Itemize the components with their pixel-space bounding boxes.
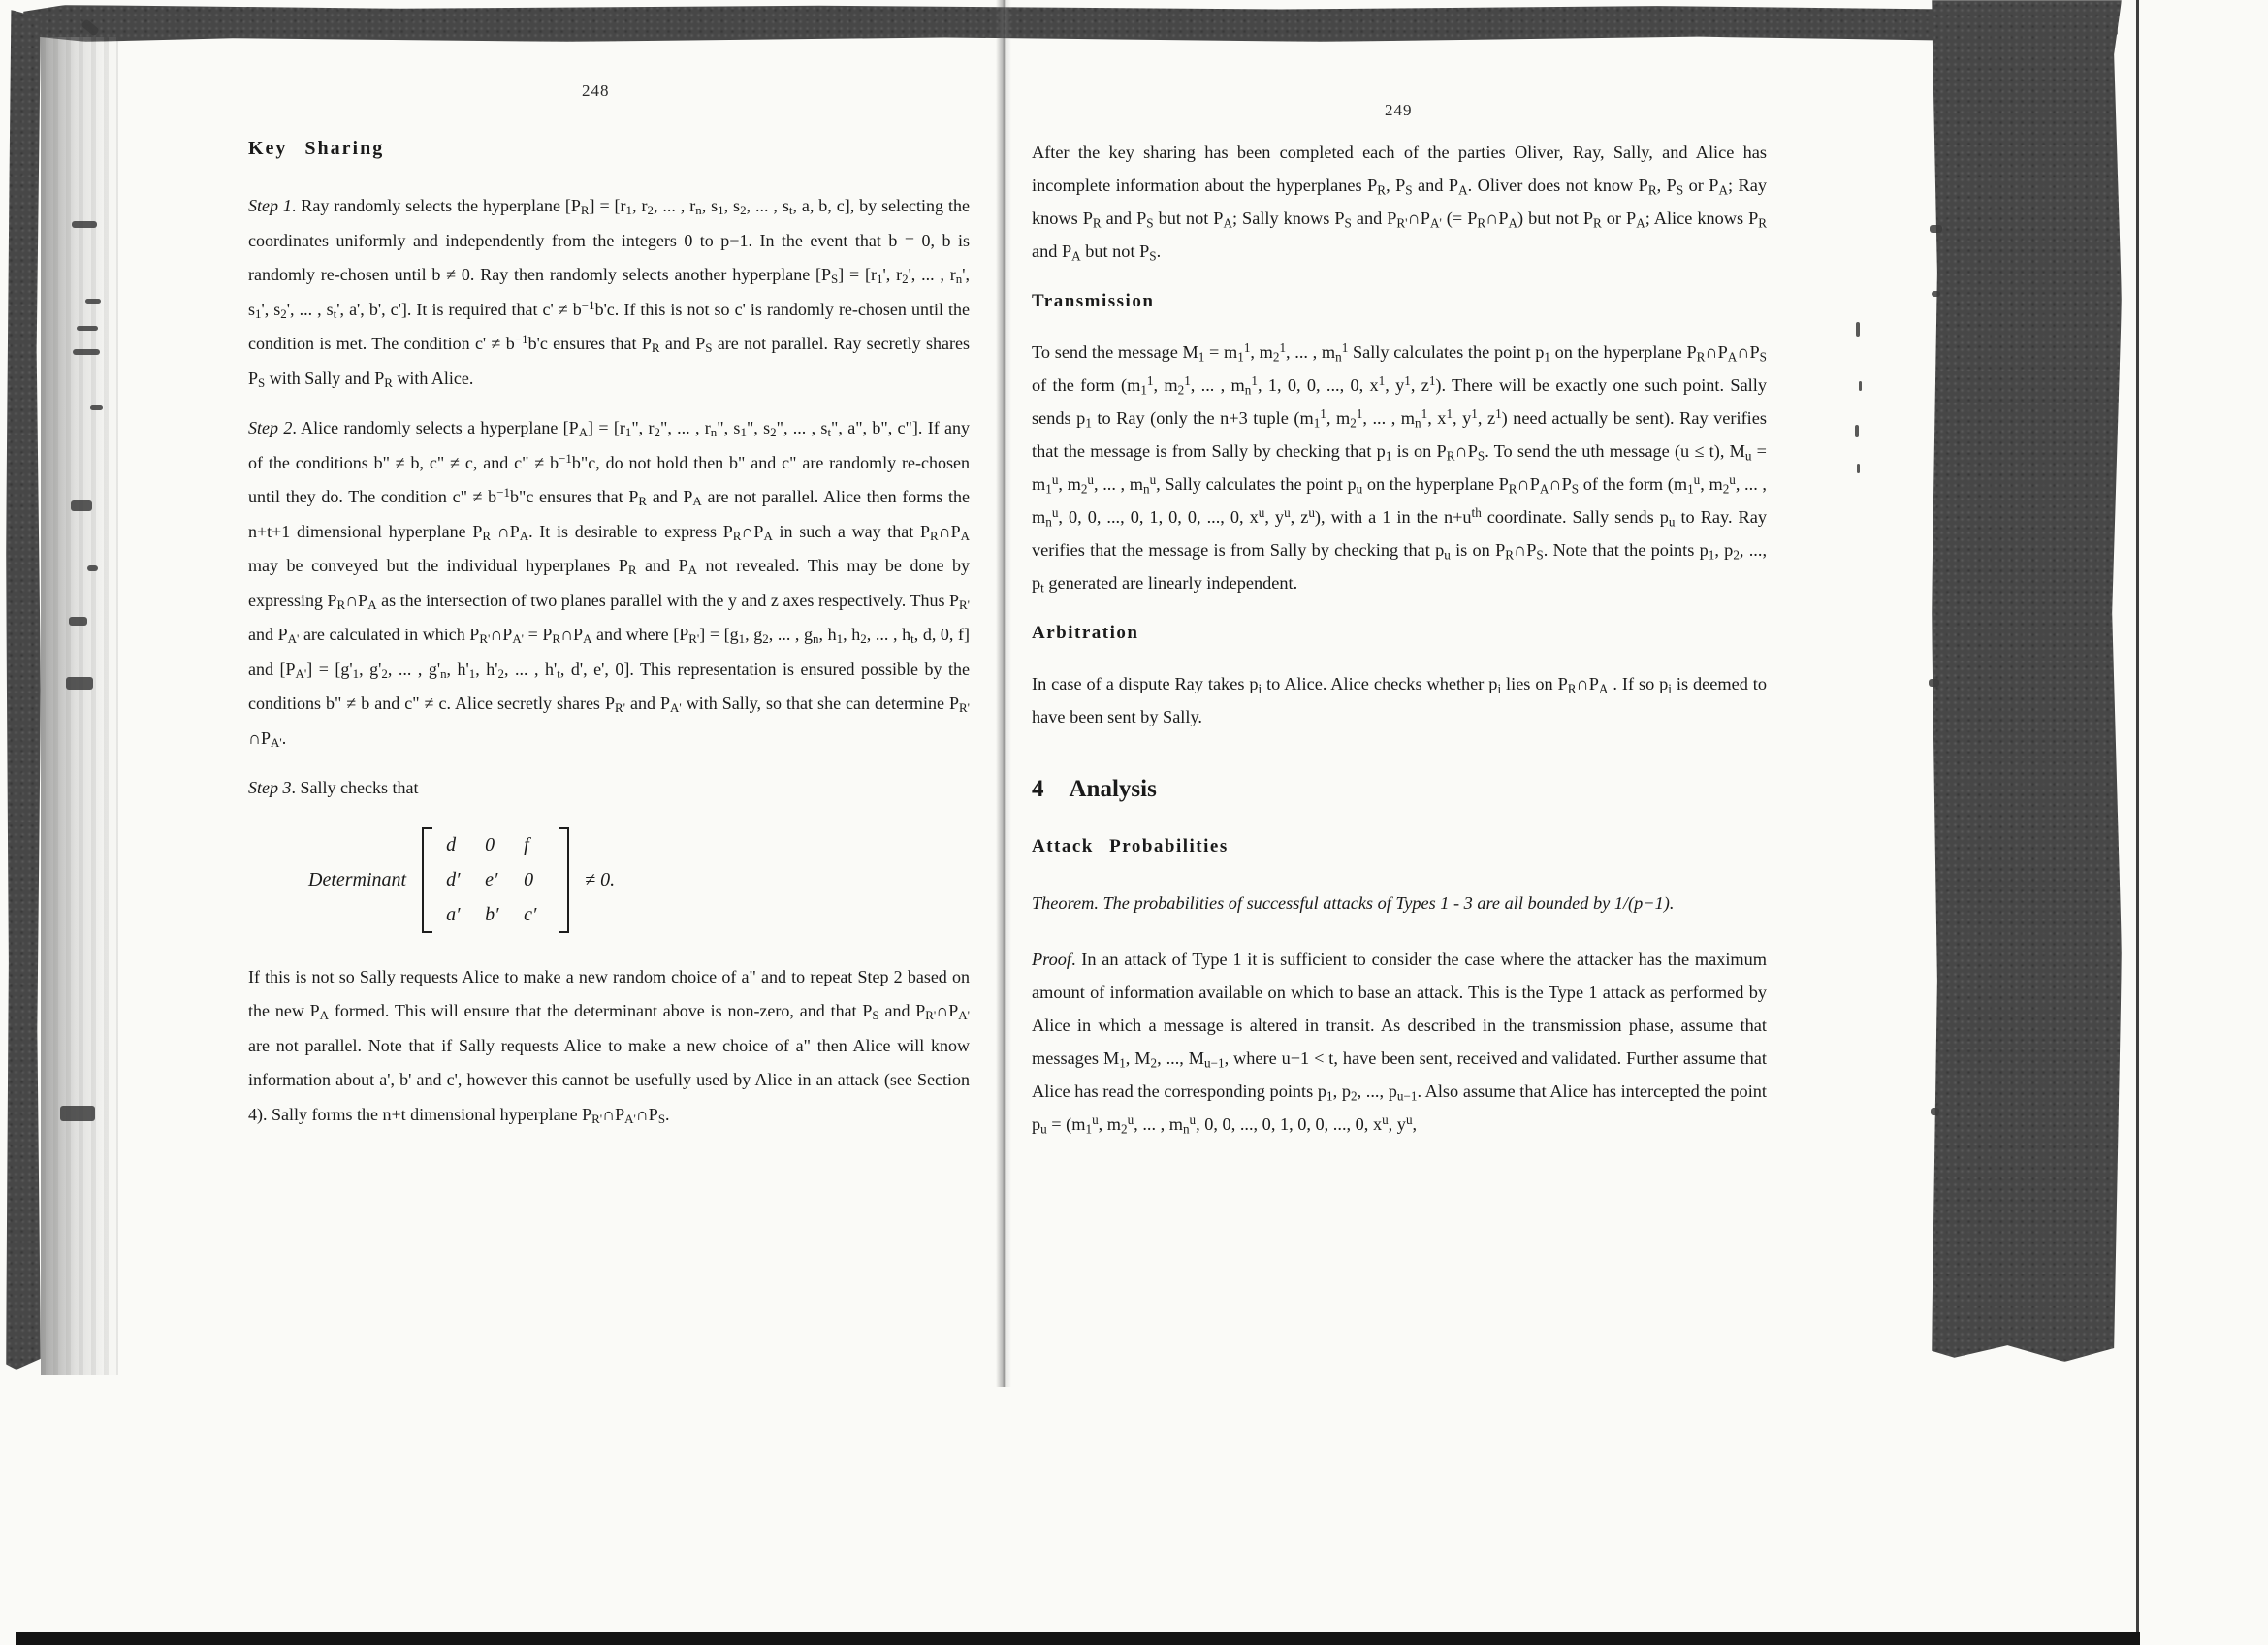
arbitration-heading: Arbitration xyxy=(1032,623,1139,643)
step3-intro: Step 3. Sally checks that xyxy=(248,778,419,797)
scan-artifact xyxy=(1930,225,1942,233)
step2-paragraph: Step 2. Alice randomly selects a hyperplane $[P_A] = [r_1$", $r_2$", ... , $r_n$", $s_1$", $s_2$", ... , $s_t$", a", b", c"]. If any of the conditions b" ≠ b, c" ≠ c, and c" ≠ $b^{-1}b"c$, do not hold then b" and c" are randomly re-chosen until they do. The condition c" ≠ $b^{-1}b"c$ ensures that $P_R$ and $P_A$ are not parallel. Alice then forms the n+t+1 dimensional hyperplane $P_R$ $\cap P_A$. It is desirable to express $P_R\cap P_A$ in such a way that $P_R\cap P_A$ may be conveyed but the individual hyperplanes $P_R$ and $P_A$ not revealed. This may be done by expressing $P_R\cap P_A$ as the intersection of two planes parallel with the y and z axes respectively. Thus $P_{R'}$ and $P_{A'}$ are calculated in which $P_{R'}\cap P_{A'}$ = $P_R\cap P_A$ and where $[P_{R'}] = [g_1$, $g_2$, ... , $g_n$, $h_1$, $h_2$, ... , $h_t$, d, 0, f] and $[P_{A'}] = [g'_1$, $g'_2$, ... , $g'_n$, $h'_1$, $h'_2$, ... , $h'_t$, d', e', 0]. This representation is ensured possible by the conditions b" ≠ b and c" ≠ c. Alice secretly shares $P_{R'}$ and $P_{A'}$ with Sally, so that she can determine $P_{R'}$ $\cap P_{A'}$. xyxy=(248,418,971,750)
analysis-section-heading xyxy=(1032,776,1767,803)
transmission-heading: Transmission xyxy=(1032,291,1155,311)
scan-bottom-strip xyxy=(16,1632,2140,1645)
matrix-cell: c′ xyxy=(524,903,537,925)
right-page xyxy=(1032,136,1767,1141)
key-sharing-summary-paragraph: After the key sharing has been completed each of the parties Oliver, Ray, Sally, and Alice has incomplete information about the hyperplanes $P_R$, $P_S$ and $P_A$. Oliver does not know $P_R$, $P_S$ or $P_A$; Ray knows $P_R$ and $P_S$ but not $P_A$; Sally knows $P_S$ and $P_{R'}\cap P_{A'}$ (= $P_R\cap P_A$) but not $P_R$ or $P_A$; Alice knows $P_R$ and $P_A$ but not $P_S$. xyxy=(1032,143,1768,264)
scan-artifact xyxy=(77,326,98,331)
scan-artifact xyxy=(87,565,98,571)
right-page-number: 249 xyxy=(1385,101,1413,119)
matrix-cell: a′ xyxy=(446,903,461,925)
proof-paragraph: Proof. In an attack of Type 1 it is sufficient to consider the case where the attacker has the maximum amount of information available on which to base an attack. This is the Type 1 attack as performed by Alice in which a message is altered in transit. As described in the transmission phase, assume that messages $M_1$, $M_2$, ..., $M_{u-1}$, where u−1 < t, have been sent, received and validated. Further assume that Alice has read the corresponding points $p_1$, $p_2$, ..., $p_{u-1}$. Also assume that Alice has intercepted the point $p_u = (m_1^u$, $m_2^u$, ... , $m_n^u$, 0, 0, ..., 0, 1, 0, 0, ..., 0, $x^u$, $y^u$, xyxy=(1032,950,1767,1137)
book-spine-shading xyxy=(41,37,118,1375)
determinant-matrix xyxy=(422,827,569,933)
scan-artifact xyxy=(66,677,93,690)
transmission-paragraph: To send the message $M_1 = m_1^1$, $m_2^1$, ... , $m_n^1$ Sally calculates the point $p_1$ on the hyperplane $P_R\cap P_A\cap P_S$ of the form ($m_1^1$, $m_2^1$, ... , $m_n^1$, 1, 0, 0, ..., 0, $x^1$, $y^1$, $z^1$). There will be exactly one such point. Sally sends $p_1$ to Ray (only the n+3 tuple ($m_1^1$, $m_2^1$, ... , $m_n^1$, $x^1$, $y^1$, $z^1$) need actually be sent). Ray verifies that the message is from Sally by checking that $p_1$ is on $P_R\cap P_S$. To send the uth message (u ≤ t), $M_u = m_1^u$, $m_2^u$, ... , $m_n^u$, Sally calculates the point $p_u$ on the hyperplane $P_R\cap P_A\cap P_S$ of the form ($m_1^u$, $m_2^u$, ... , $m_n^u$, 0, 0, ..., 0, 1, 0, 0, ..., 0, $x^u$, $y^u$, $z^u$), with a 1 in the $n+u^{th}$ coordinate. Sally sends $p_u$ to Ray. Ray verifies that the message is from Sally by checking that $p_u$ is on $P_R\cap P_S$. Note that the points $p_1$, $p_2$, ..., $p_t$ generated are linearly independent. xyxy=(1032,340,1768,596)
scan-artifact xyxy=(90,405,103,410)
scan-artifact xyxy=(1932,291,1940,297)
scan-artifact xyxy=(71,500,92,511)
matrix-cell: d xyxy=(446,833,457,855)
matrix-cells xyxy=(442,827,549,933)
scan-artifact xyxy=(1856,322,1860,337)
determinant-formula xyxy=(308,827,615,933)
scan-artifact xyxy=(1857,464,1860,473)
scan-artifact xyxy=(73,349,100,355)
left-page-number: 248 xyxy=(582,81,610,100)
matrix-cell: d′ xyxy=(446,868,461,890)
center-fold-line xyxy=(996,0,1011,1387)
left-page xyxy=(248,138,970,1147)
scan-right-band xyxy=(1932,0,2122,1362)
step3-closing-paragraph: If this is not so Sally requests Alice to make a new random choice of a" and to repeat Step 2 based on the new $P_A$ formed. This will ensure that the determinant above is non-zero, and that $P_S$ and $P_{R'}\cap P_{A'}$ are not parallel. Note that if Sally requests Alice to make a new choice of a" then Alice will know information about a', b' and c', however this cannot be usefully used by Alice in an attack (see Section 4). Sally forms the n+t dimensional hyperplane $P_{R'}\cap P_{A'}\cap P_S$. xyxy=(248,966,970,1126)
determinant-condition: ≠ 0. xyxy=(585,868,616,890)
analysis-section-title: Analysis xyxy=(1069,776,1157,802)
theorem-statement: Theorem. The probabilities of successful attacks of Types 1 - 3 are all bounded by 1/(p−1). xyxy=(1032,893,1675,913)
matrix-cell: f xyxy=(524,833,529,855)
arbitration-paragraph: In case of a dispute Ray takes $p_i$ to Alice. Alice checks whether $p_i$ lies on $P_R\cap P_A$ . If so $p_i$ is deemed to have been sent by Sally. xyxy=(1032,674,1768,726)
scan-artifact xyxy=(69,617,87,626)
scan-artifact xyxy=(85,299,101,304)
paper-edge-line xyxy=(2136,0,2139,1639)
scan-left-band xyxy=(6,10,41,1370)
matrix-left-bracket xyxy=(422,827,432,933)
scan-artifact xyxy=(1859,381,1862,391)
attack-probabilities-heading: Attack Probabilities xyxy=(1032,836,1229,856)
matrix-cell: 0 xyxy=(485,833,495,855)
key-sharing-heading: Key Sharing xyxy=(248,138,385,159)
matrix-cell: b′ xyxy=(485,903,499,925)
scan-artifact xyxy=(72,221,97,228)
matrix-cell: e′ xyxy=(485,868,498,890)
determinant-label: Determinant xyxy=(308,868,407,890)
step1-paragraph: Step 1. Ray randomly selects the hyperplane $[P_R] = [r_1$, $r_2$, ... , $r_n$, $s_1$, $s_2$, ... , $s_t$, a, b, c], by selecting the coordinates uniformly and independently from the integers 0 to p−1. In the event that b = 0, b is randomly re-chosen until b ≠ 0. Ray then randomly selects another hyperplane $[P_S] = [r_1'$, $r_2'$, ... , $r_n'$, $s_1'$, $s_2'$, ... , $s_t'$, a', b', c']. It is required that $c' \ne b^{-1}b'c$. If this is not so c' is randomly re-chosen until the condition is met. The condition $c' \ne b^{-1}b'c$ ensures that $P_R$ and $P_S$ are not parallel. Ray secretly shares $P_S$ with Sally and $P_R$ with Alice. xyxy=(248,196,970,390)
scan-artifact xyxy=(1929,679,1939,687)
scan-artifact xyxy=(1931,1108,1939,1115)
scan-artifact xyxy=(60,1106,95,1121)
scan-artifact xyxy=(1855,425,1859,437)
analysis-section-number: 4 xyxy=(1032,776,1044,802)
matrix-right-bracket xyxy=(559,827,569,933)
scan-top-band xyxy=(23,5,2118,42)
matrix-cell: 0 xyxy=(524,868,534,890)
